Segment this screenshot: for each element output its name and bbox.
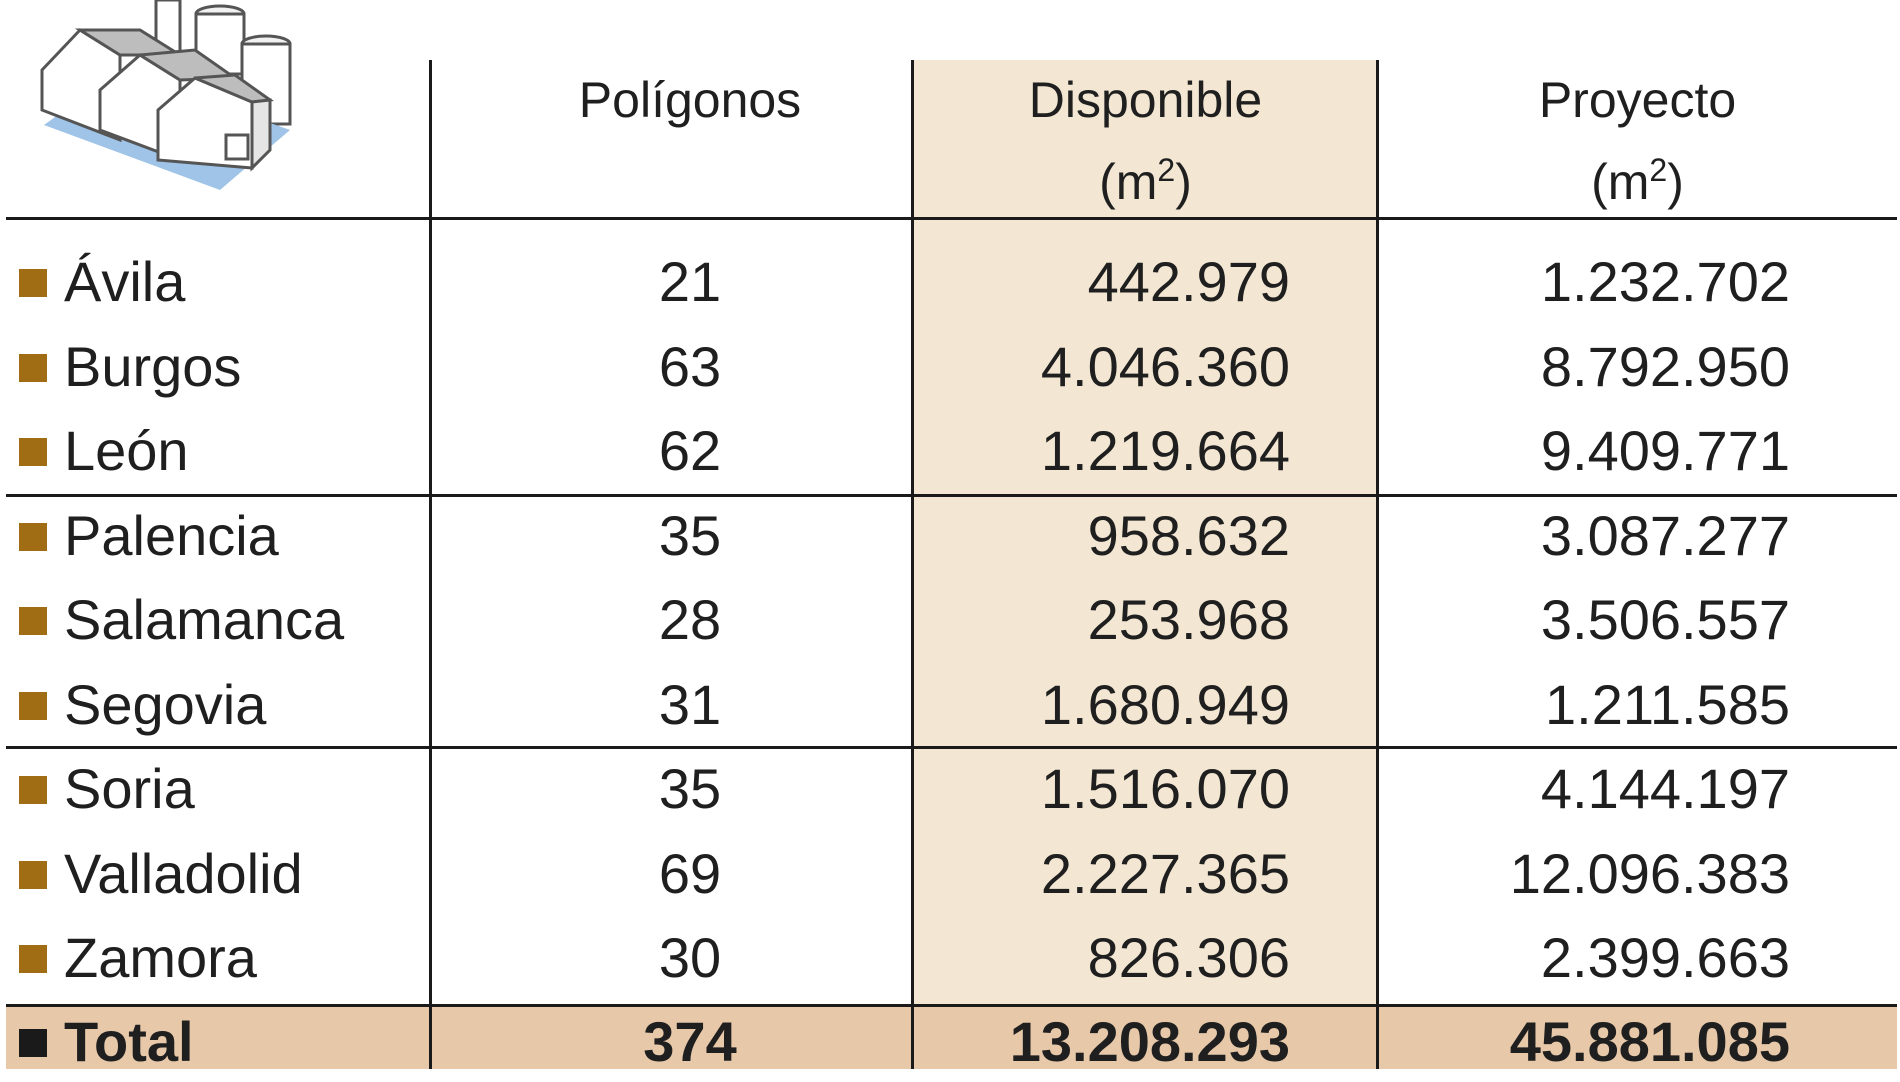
bullet-square-icon [19, 607, 47, 635]
poligonos-value: 69 [658, 842, 722, 905]
bullet-square-icon [19, 945, 47, 973]
proyecto-value: 1.211.585 [1545, 673, 1790, 736]
proyecto-value: 9.409.771 [1540, 419, 1790, 482]
proyecto-value: 12.096.383 [1509, 842, 1790, 905]
header-disponible-label: Disponible [1028, 72, 1263, 128]
proyecto-value: 4.144.197 [1540, 757, 1790, 820]
row-label: Ávila [64, 250, 186, 313]
poligonos-value: 374 [643, 1010, 737, 1073]
row-label: Valladolid [64, 842, 303, 905]
bullet-square-icon [19, 861, 47, 889]
header-poligonos [430, 65, 950, 135]
poligonos-value: 62 [658, 419, 722, 482]
factory-icon [30, 0, 305, 200]
proyecto-value: 2.399.663 [1540, 926, 1790, 989]
column-divider [429, 60, 432, 1069]
disponible-value: 958.632 [1087, 504, 1290, 567]
row-label: Soria [64, 757, 195, 820]
poligonos-value: 63 [658, 335, 722, 398]
row-label: Total [64, 1010, 194, 1073]
poligonos-value: 31 [658, 673, 722, 736]
disponible-value: 1.219.664 [1040, 419, 1290, 482]
bullet-square-icon [19, 269, 47, 297]
poligonos-value: 35 [658, 757, 722, 820]
header-disponible-unit: $(m^2)$ [1099, 152, 1192, 210]
poligonos-value: 21 [658, 250, 722, 313]
row-label: Burgos [64, 335, 242, 398]
disponible-value: 1.516.070 [1040, 757, 1290, 820]
proyecto-value: 1.232.702 [1540, 250, 1790, 313]
poligonos-value: 35 [658, 504, 722, 567]
column-divider [911, 60, 914, 1069]
proyecto-value: 3.506.557 [1540, 588, 1790, 651]
proyecto-value: 45.881.085 [1509, 1010, 1790, 1073]
disponible-value: 253.968 [1087, 588, 1290, 651]
row-label: Segovia [64, 673, 267, 736]
disponible-value: 1.680.949 [1040, 673, 1290, 736]
bullet-square-icon [19, 354, 47, 382]
proyecto-value: 8.792.950 [1540, 335, 1790, 398]
bullet-square-icon [19, 692, 47, 720]
header-disponible [913, 65, 1378, 217]
row-label: Salamanca [64, 588, 345, 651]
poligonos-value: 30 [658, 926, 722, 989]
row-label: León [64, 419, 189, 482]
poligonos-value: 28 [658, 588, 722, 651]
disponible-value: 13.208.293 [1009, 1010, 1290, 1073]
proyecto-value: 3.087.277 [1540, 504, 1790, 567]
header-proyecto-label: Proyecto [1538, 72, 1737, 128]
header-poligonos-label: Polígonos [578, 72, 802, 128]
disponible-value: 2.227.365 [1040, 842, 1290, 905]
bullet-square-icon [19, 1029, 47, 1057]
disponible-value: 442.979 [1087, 250, 1290, 313]
header-proyecto [1378, 65, 1897, 217]
column-divider [1376, 60, 1379, 1069]
disponible-value: 4.046.360 [1040, 335, 1290, 398]
row-label: Palencia [64, 504, 279, 567]
disponible-value: 826.306 [1087, 926, 1290, 989]
bullet-square-icon [19, 438, 47, 466]
header-divider [6, 217, 1897, 220]
row-label: Zamora [64, 926, 257, 989]
header-proyecto-unit: $(m^2)$ [1591, 152, 1684, 210]
bullet-square-icon [19, 776, 47, 804]
bullet-square-icon [19, 523, 47, 551]
